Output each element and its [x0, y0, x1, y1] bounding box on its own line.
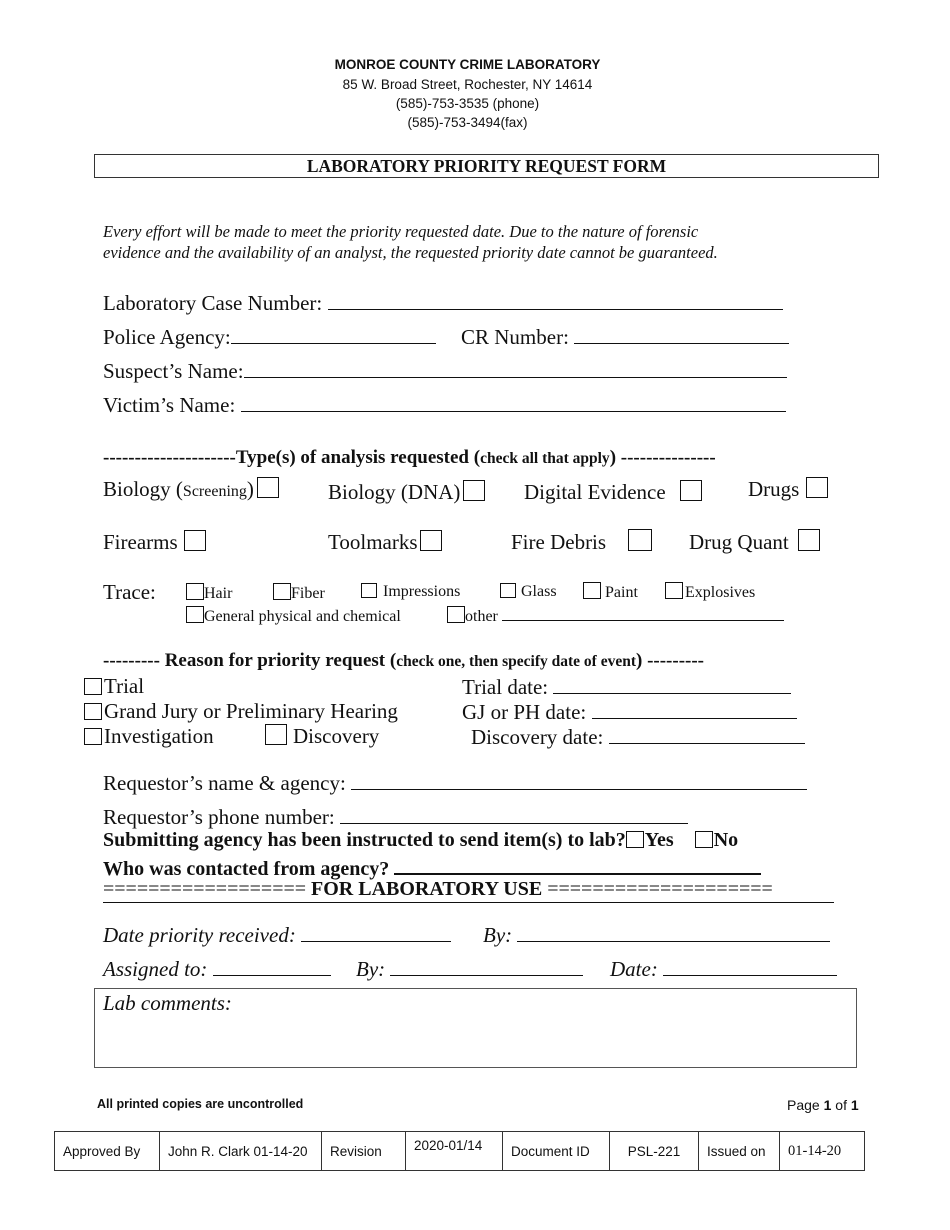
- issued-on-value: 01-14-20: [780, 1132, 865, 1171]
- document-id-value: PSL-221: [610, 1132, 699, 1171]
- drugs-checkbox[interactable]: [806, 477, 828, 498]
- lab-address: 85 W. Broad Street, Rochester, NY 14614: [342, 77, 593, 92]
- page-number: [787, 1097, 859, 1113]
- drug-quant-checkbox[interactable]: [798, 529, 820, 551]
- victim-name-field[interactable]: [241, 392, 786, 412]
- reason-trial: [84, 674, 144, 699]
- assigned-date-field[interactable]: [663, 956, 837, 976]
- trace-hair-checkbox[interactable]: [186, 583, 204, 600]
- trace-paint-checkbox[interactable]: [583, 582, 601, 599]
- trace-glass-label: Glass: [521, 583, 557, 600]
- received-by-label: By:: [483, 923, 513, 947]
- reason-heading-note: check one, then specify date of event: [396, 653, 636, 670]
- date-received-row: [103, 922, 451, 948]
- issued-on-label: Issued on: [699, 1132, 780, 1171]
- digital-evidence-checkbox[interactable]: [680, 480, 702, 501]
- assigned-to-label: Assigned to:: [103, 957, 208, 981]
- reason-dashes-left: ---------: [103, 650, 160, 671]
- lab-fax: (585)-753-3494(fax): [407, 115, 528, 130]
- trace-fiber: [273, 583, 325, 603]
- analysis-heading: [103, 447, 716, 469]
- requestor-name-field[interactable]: [351, 770, 807, 790]
- reason-heading-close: ): [635, 650, 643, 671]
- requestor-phone-row: [103, 804, 688, 830]
- trace-explosives-checkbox[interactable]: [665, 582, 683, 599]
- requestor-name-label: Requestor’s name & agency:: [103, 771, 346, 795]
- page-current: 1: [823, 1097, 832, 1113]
- trace-explosives-label: Explosives: [685, 584, 756, 601]
- contacted-row: [103, 854, 761, 881]
- trace-general-label: General physical and chemical: [204, 608, 401, 625]
- option-toolmarks: [328, 530, 442, 555]
- page-of: of: [831, 1097, 851, 1113]
- received-by-field[interactable]: [517, 922, 830, 942]
- suspect-name-row: [103, 358, 787, 384]
- form-title: LABORATORY PRIORITY REQUEST FORM: [94, 154, 879, 178]
- trace-impressions-checkbox[interactable]: [361, 583, 377, 598]
- analysis-dashes-left: ---------------------: [103, 447, 236, 468]
- fire-debris-label: Fire Debris: [511, 530, 607, 554]
- gj-ph-date-row: [462, 699, 797, 725]
- approved-by-value: John R. Clark 01-14-20: [160, 1132, 322, 1171]
- trace-label: Trace:: [103, 580, 156, 604]
- police-agency-label: Police Agency:: [103, 325, 231, 349]
- assigned-to-field[interactable]: [213, 956, 331, 976]
- reason-heading: [103, 650, 704, 672]
- cr-number-label: CR Number:: [461, 325, 569, 349]
- instructed-row: [103, 829, 738, 852]
- discovery-date-label: Discovery date:: [471, 725, 604, 749]
- drug-quant-label: Drug Quant: [689, 530, 789, 554]
- trace-impressions: [361, 583, 460, 601]
- lab-case-number-field[interactable]: [328, 290, 783, 310]
- trace-glass-checkbox[interactable]: [500, 583, 516, 598]
- firearms-checkbox[interactable]: [184, 530, 206, 551]
- assigned-by-label: By:: [356, 957, 386, 981]
- trace-general-checkbox[interactable]: [186, 606, 204, 623]
- date-received-label: Date priority received:: [103, 923, 296, 947]
- document-id-label: Document ID: [503, 1132, 610, 1171]
- analysis-dashes-right: ---------------: [620, 447, 716, 468]
- trial-date-row: [462, 674, 791, 700]
- contacted-field[interactable]: [394, 854, 761, 875]
- received-by-row: [483, 922, 830, 948]
- trace-fiber-label: Fiber: [291, 585, 325, 602]
- trace-other-field[interactable]: [502, 606, 784, 621]
- notice-line-2: evidence and the availability of an analyst, the requested priority date cannot be guaranteed.: [103, 243, 718, 262]
- trace-fiber-checkbox[interactable]: [273, 583, 291, 600]
- biology-dna-label: Biology (DNA): [328, 480, 461, 504]
- yes-checkbox[interactable]: [626, 831, 644, 848]
- lab-name: MONROE COUNTY CRIME LABORATORY: [334, 57, 601, 72]
- analysis-heading-note: check all that apply: [480, 450, 610, 467]
- investigation-checkbox[interactable]: [84, 728, 102, 745]
- lab-phone: (585)-753-3535 (phone): [395, 96, 540, 111]
- cr-number-row: [461, 324, 789, 350]
- date-received-field[interactable]: [301, 922, 451, 942]
- reason-investigation: [84, 724, 214, 749]
- option-biology-screening: [103, 477, 279, 502]
- requestor-phone-label: Requestor’s phone number:: [103, 805, 335, 829]
- lab-use-banner: [103, 878, 773, 901]
- grand-jury-checkbox[interactable]: [84, 703, 102, 720]
- investigation-label: Investigation: [104, 724, 214, 748]
- reason-heading-text: Reason for priority request (: [164, 650, 397, 671]
- trial-date-field[interactable]: [553, 674, 791, 694]
- discovery-checkbox[interactable]: [265, 724, 287, 745]
- trace-paint-label: Paint: [605, 584, 638, 601]
- trace-other-label: other: [465, 608, 498, 625]
- option-drugs: [748, 477, 828, 502]
- analysis-heading-text: Type(s) of analysis requested (: [235, 447, 481, 468]
- trace-explosives: [665, 582, 755, 602]
- instructed-label: Submitting agency has been instructed to send item(s) to lab?: [103, 829, 626, 851]
- victim-name-row: [103, 392, 786, 418]
- lab-use-underline: [103, 902, 834, 903]
- page-prefix: Page: [787, 1097, 824, 1113]
- contacted-label: Who was contacted from agency?: [103, 858, 390, 880]
- no-label: No: [713, 829, 739, 851]
- assigned-date-label: Date:: [610, 957, 658, 981]
- approved-by-label: Approved By: [55, 1132, 160, 1171]
- police-agency-row: [103, 324, 436, 350]
- option-digital-evidence: [524, 480, 702, 505]
- option-drug-quant: [689, 529, 820, 555]
- gj-ph-date-label: GJ or PH date:: [462, 700, 587, 724]
- fire-debris-checkbox[interactable]: [628, 529, 652, 551]
- trace-glass: [500, 583, 557, 601]
- trace-hair: [186, 583, 232, 603]
- biology-label-close: ): [246, 477, 254, 501]
- firearms-label: Firearms: [103, 530, 178, 554]
- trace-hair-label: Hair: [204, 585, 233, 602]
- victim-name-label: Victim’s Name:: [103, 393, 236, 417]
- suspect-name-label: Suspect’s Name:: [103, 359, 244, 383]
- cr-number-field[interactable]: [574, 324, 789, 344]
- lab-case-number-row: [103, 290, 783, 316]
- option-biology-dna: [328, 480, 485, 505]
- lab-use-banner-left: ==================: [103, 878, 307, 900]
- revision-label: Revision: [322, 1132, 406, 1171]
- police-agency-field[interactable]: [231, 324, 436, 344]
- trace-other: [447, 606, 784, 626]
- discovery-label: Discovery: [293, 724, 380, 748]
- biology-screening-note: Screening: [182, 483, 247, 500]
- biology-dna-checkbox[interactable]: [463, 480, 485, 501]
- biology-label: Biology (: [103, 477, 183, 501]
- option-firearms: [103, 530, 206, 555]
- lab-comments-box[interactable]: [94, 988, 857, 1068]
- reason-dashes-right: ---------: [647, 650, 705, 671]
- lab-use-banner-right: ====================: [547, 878, 773, 900]
- lab-use-banner-text: FOR LABORATORY USE: [311, 878, 543, 900]
- trial-date-label: Trial date:: [462, 675, 549, 699]
- trace-general: [186, 606, 401, 626]
- suspect-name-field[interactable]: [244, 358, 787, 378]
- digital-evidence-label: Digital Evidence: [524, 480, 666, 504]
- assigned-by-field[interactable]: [390, 956, 583, 976]
- discovery-date-field[interactable]: [609, 724, 805, 744]
- reason-grand-jury: [84, 699, 398, 724]
- trial-label: Trial: [104, 674, 145, 698]
- discovery-date-row: [471, 724, 805, 750]
- grand-jury-label: Grand Jury or Preliminary Hearing: [104, 699, 398, 723]
- toolmarks-checkbox[interactable]: [420, 530, 442, 551]
- yes-label: Yes: [644, 829, 674, 851]
- notice-line-1: Every effort will be made to meet the priority requested date. Due to the nature of forensic: [103, 222, 699, 241]
- analysis-heading-close: ): [609, 447, 617, 468]
- no-checkbox[interactable]: [695, 831, 713, 848]
- trace-paint: [583, 582, 638, 602]
- requestor-name-row: [103, 770, 807, 796]
- revision-value: 2020-01/14: [406, 1132, 503, 1171]
- biology-screening-checkbox[interactable]: [257, 477, 279, 498]
- trace-impressions-label: Impressions: [383, 583, 461, 600]
- trial-checkbox[interactable]: [84, 678, 102, 695]
- assigned-to-row: [103, 956, 331, 982]
- requestor-phone-field[interactable]: [340, 804, 688, 824]
- document-control-table: [54, 1131, 865, 1171]
- uncontrolled-note: All printed copies are uncontrolled: [97, 1097, 304, 1111]
- reason-discovery: [265, 724, 379, 749]
- drugs-label: Drugs: [748, 477, 800, 501]
- lab-comments-label: Lab comments:: [103, 991, 232, 1015]
- page-total: 1: [850, 1097, 859, 1113]
- toolmarks-label: Toolmarks: [328, 530, 418, 554]
- option-fire-debris: [511, 529, 652, 555]
- trace-other-checkbox[interactable]: [447, 606, 465, 623]
- lab-case-number-label: Laboratory Case Number:: [103, 291, 323, 315]
- assigned-by-row: [356, 956, 583, 982]
- gj-ph-date-field[interactable]: [592, 699, 797, 719]
- assigned-date-row: [610, 956, 837, 982]
